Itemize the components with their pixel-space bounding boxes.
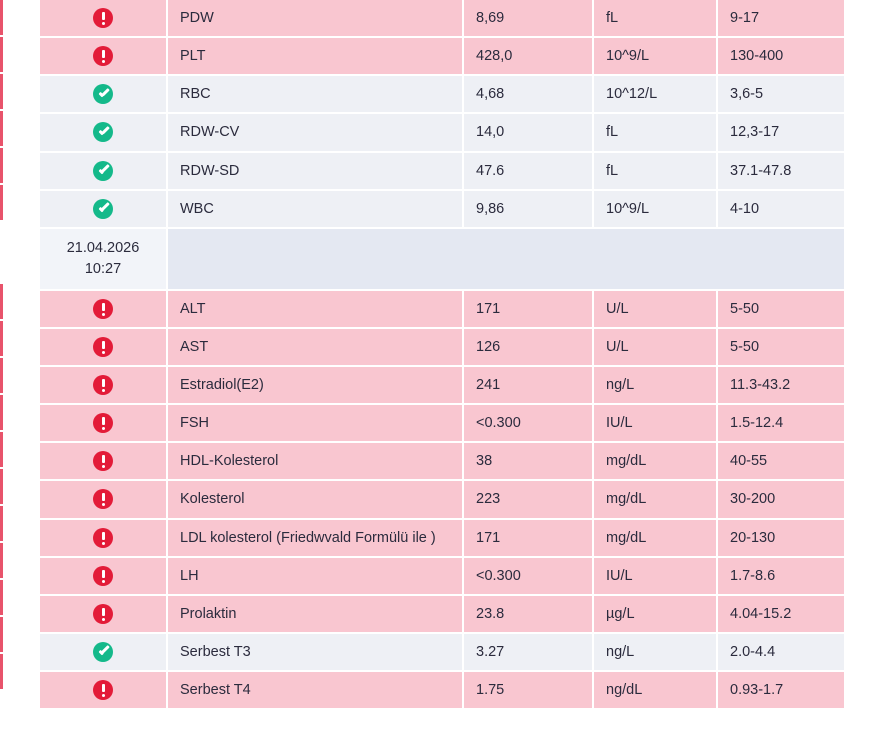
lab-results-table	[40, 0, 846, 710]
status-cell	[40, 672, 168, 710]
test-unit-cell-text: 10^12/L	[606, 86, 658, 103]
table-row[interactable]	[40, 634, 846, 672]
check-circle-icon	[93, 122, 113, 142]
reference-range-cell	[718, 405, 846, 443]
reference-range-cell	[718, 38, 846, 76]
date-band-filler	[168, 229, 846, 291]
test-unit-cell-text: U/L	[606, 300, 629, 317]
test-value-cell	[464, 0, 594, 38]
check-circle-icon	[93, 642, 113, 662]
check-circle-icon	[93, 199, 113, 219]
test-name-cell-text: RDW-SD	[180, 162, 240, 179]
test-value-cell-text: 126	[476, 338, 501, 355]
test-value-cell-text: 9,86	[476, 200, 505, 217]
reference-range-cell-text: 130-400	[730, 48, 784, 65]
test-name-cell-text: Prolaktin	[180, 605, 237, 622]
test-name-cell	[168, 291, 464, 329]
test-name-cell	[168, 520, 464, 558]
page-edge-strip	[0, 0, 8, 750]
test-unit-cell	[594, 153, 718, 191]
test-name-cell	[168, 367, 464, 405]
reference-range-cell	[718, 367, 846, 405]
alert-icon	[93, 680, 113, 700]
test-name-cell	[168, 672, 464, 710]
test-unit-cell	[594, 672, 718, 710]
status-cell	[40, 38, 168, 76]
test-name-cell	[168, 558, 464, 596]
status-cell	[40, 191, 168, 229]
status-cell	[40, 481, 168, 519]
test-unit-cell-text: mg/dL	[606, 453, 647, 470]
edge-marker	[0, 0, 3, 35]
table-row[interactable]	[40, 329, 846, 367]
reference-range-cell	[718, 596, 846, 634]
reference-range-cell	[718, 191, 846, 229]
test-name-cell	[168, 481, 464, 519]
test-value-cell	[464, 114, 594, 152]
reference-range-cell-text: 30-200	[730, 491, 776, 508]
test-unit-cell	[594, 114, 718, 152]
test-value-cell-text: 38	[476, 453, 493, 470]
test-name-cell	[168, 634, 464, 672]
test-name-cell-text: PLT	[180, 48, 206, 65]
reference-range-cell-text: 5-50	[730, 300, 760, 317]
test-name-cell-text: RDW-CV	[180, 124, 240, 141]
edge-marker	[0, 74, 3, 109]
alert-icon	[93, 299, 113, 319]
test-unit-cell-text: ng/dL	[606, 682, 643, 698]
test-value-cell-text: 171	[476, 300, 501, 317]
test-value-cell-text: 241	[476, 377, 501, 393]
test-unit-cell-text: mg/dL	[606, 529, 647, 546]
test-name-cell-text: Serbest T4	[180, 682, 251, 698]
test-name-cell-text: WBC	[180, 200, 214, 217]
status-cell	[40, 291, 168, 329]
test-unit-cell-text: 10^9/L	[606, 200, 650, 217]
test-name-cell-text: AST	[180, 338, 209, 355]
test-value-cell-text: 3.27	[476, 643, 505, 660]
test-value-cell-text: 428,0	[476, 48, 513, 65]
test-name-cell-text: Estradiol(E2)	[180, 377, 264, 393]
test-value-cell	[464, 634, 594, 672]
test-unit-cell	[594, 0, 718, 38]
test-unit-cell	[594, 191, 718, 229]
test-name-cell-text: ALT	[180, 300, 206, 317]
sample-time: 10:27	[84, 260, 122, 277]
reference-range-cell	[718, 558, 846, 596]
test-value-cell	[464, 672, 594, 710]
test-unit-cell	[594, 443, 718, 481]
lab-results-body	[40, 0, 846, 710]
test-value-cell-text: 23.8	[476, 605, 505, 622]
test-unit-cell-text: fL	[606, 124, 619, 141]
reference-range-cell	[718, 481, 846, 519]
test-value-cell-text: 8,69	[476, 10, 505, 26]
sample-date: 21.04.2026	[66, 239, 140, 256]
alert-icon	[93, 375, 113, 395]
test-unit-cell	[594, 367, 718, 405]
reference-range-cell-text: 4-10	[730, 200, 760, 217]
reference-range-cell-text: 40-55	[730, 453, 768, 470]
test-unit-cell-text: U/L	[606, 338, 629, 355]
reference-range-cell	[718, 0, 846, 38]
alert-icon	[93, 46, 113, 66]
reference-range-cell-text: 37.1-47.8	[730, 162, 792, 179]
reference-range-cell	[718, 634, 846, 672]
reference-range-cell-text: 11.3-43.2	[730, 377, 791, 393]
test-value-cell-text: 14,0	[476, 124, 505, 141]
test-name-cell-text: LH	[180, 567, 199, 584]
test-name-cell-text: HDL-Kolesterol	[180, 453, 279, 470]
table-row[interactable]	[40, 405, 846, 443]
edge-marker	[0, 580, 3, 615]
test-value-cell	[464, 38, 594, 76]
edge-marker	[0, 37, 3, 72]
table-row[interactable]	[40, 114, 846, 152]
test-name-cell	[168, 329, 464, 367]
test-value-cell	[464, 191, 594, 229]
alert-icon	[93, 604, 113, 624]
alert-icon	[93, 566, 113, 586]
test-unit-cell-text: fL	[606, 162, 619, 179]
reference-range-cell	[718, 672, 846, 710]
edge-marker	[0, 284, 3, 319]
test-name-cell-text: RBC	[180, 86, 211, 103]
test-value-cell	[464, 329, 594, 367]
status-cell	[40, 558, 168, 596]
status-cell	[40, 153, 168, 191]
test-value-cell	[464, 153, 594, 191]
alert-icon	[93, 8, 113, 28]
test-unit-cell	[594, 558, 718, 596]
test-unit-cell	[594, 38, 718, 76]
table-row[interactable]	[40, 558, 846, 596]
test-value-cell	[464, 596, 594, 634]
status-cell	[40, 367, 168, 405]
edge-marker	[0, 469, 3, 504]
reference-range-cell-text: 12,3-17	[730, 124, 780, 141]
table-row[interactable]	[40, 38, 846, 76]
edge-marker	[0, 543, 3, 578]
table-row[interactable]	[40, 191, 846, 229]
test-unit-cell-text: ng/L	[606, 377, 635, 393]
check-circle-icon	[93, 161, 113, 181]
test-value-cell	[464, 520, 594, 558]
date-separator-row	[40, 229, 846, 291]
status-cell	[40, 76, 168, 114]
table-row[interactable]	[40, 443, 846, 481]
edge-marker	[0, 432, 3, 467]
status-cell	[40, 0, 168, 38]
test-unit-cell	[594, 596, 718, 634]
test-value-cell	[464, 481, 594, 519]
edge-marker	[0, 395, 3, 430]
test-name-cell	[168, 114, 464, 152]
edge-marker	[0, 321, 3, 356]
test-value-cell-text: 4,68	[476, 86, 505, 103]
test-value-cell-text: <0.300	[476, 415, 521, 432]
table-row[interactable]	[40, 367, 846, 405]
test-name-cell	[168, 191, 464, 229]
status-cell	[40, 520, 168, 558]
table-row[interactable]	[40, 481, 846, 519]
test-name-cell-text: LDL kolesterol (Friedwvald Formülü ile )	[180, 529, 436, 546]
reference-range-cell	[718, 520, 846, 558]
reference-range-cell	[718, 291, 846, 329]
test-unit-cell	[594, 634, 718, 672]
test-name-cell-text: Kolesterol	[180, 491, 245, 508]
test-name-cell-text: PDW	[180, 10, 214, 26]
test-name-cell	[168, 153, 464, 191]
reference-range-cell	[718, 114, 846, 152]
table-row[interactable]	[40, 520, 846, 558]
test-unit-cell-text: IU/L	[606, 415, 633, 432]
test-value-cell	[464, 291, 594, 329]
edge-marker	[0, 185, 3, 220]
reference-range-cell-text: 4.04-15.2	[730, 605, 792, 622]
test-unit-cell-text: 10^9/L	[606, 48, 650, 65]
reference-range-cell	[718, 76, 846, 114]
alert-icon	[93, 528, 113, 548]
test-unit-cell	[594, 520, 718, 558]
test-value-cell-text: 171	[476, 529, 501, 546]
reference-range-cell-text: 5-50	[730, 338, 760, 355]
status-cell	[40, 329, 168, 367]
table-row[interactable]	[40, 153, 846, 191]
status-cell	[40, 114, 168, 152]
alert-icon	[93, 451, 113, 471]
test-name-cell-text: FSH	[180, 415, 209, 432]
test-value-cell-text: 223	[476, 491, 501, 508]
test-unit-cell	[594, 329, 718, 367]
check-circle-icon	[93, 84, 113, 104]
reference-range-cell	[718, 153, 846, 191]
test-name-cell	[168, 76, 464, 114]
test-value-cell-text: <0.300	[476, 567, 521, 584]
reference-range-cell-text: 1.5-12.4	[730, 415, 784, 432]
reference-range-cell-text: 2.0-4.4	[730, 643, 776, 660]
test-value-cell	[464, 405, 594, 443]
test-value-cell-text: 47.6	[476, 162, 505, 179]
test-unit-cell	[594, 481, 718, 519]
reference-range-cell-text: 20-130	[730, 529, 776, 546]
status-cell	[40, 405, 168, 443]
status-cell	[40, 634, 168, 672]
reference-range-cell	[718, 443, 846, 481]
test-name-cell	[168, 405, 464, 443]
table-row[interactable]	[40, 291, 846, 329]
status-cell	[40, 596, 168, 634]
test-name-cell	[168, 0, 464, 38]
test-unit-cell	[594, 291, 718, 329]
edge-marker	[0, 148, 3, 183]
test-value-cell-text: 1.75	[476, 682, 505, 698]
test-name-cell	[168, 443, 464, 481]
test-name-cell	[168, 596, 464, 634]
edge-marker	[0, 617, 3, 652]
alert-icon	[93, 337, 113, 357]
reference-range-cell-text: 9-17	[730, 10, 760, 26]
sample-date-cell	[40, 229, 168, 291]
edge-marker	[0, 506, 3, 541]
status-cell	[40, 443, 168, 481]
test-value-cell	[464, 367, 594, 405]
alert-icon	[93, 489, 113, 509]
test-value-cell	[464, 76, 594, 114]
reference-range-cell-text: 3,6-5	[730, 86, 764, 103]
test-unit-cell-text: IU/L	[606, 567, 633, 584]
table-row[interactable]	[40, 596, 846, 634]
test-name-cell-text: Serbest T3	[180, 643, 251, 660]
edge-marker	[0, 358, 3, 393]
test-value-cell	[464, 443, 594, 481]
alert-icon	[93, 413, 113, 433]
reference-range-cell	[718, 329, 846, 367]
edge-marker	[0, 654, 3, 689]
test-unit-cell-text: µg/L	[606, 605, 635, 622]
table-row[interactable]	[40, 76, 846, 114]
test-unit-cell	[594, 405, 718, 443]
test-unit-cell-text: ng/L	[606, 643, 635, 660]
table-row[interactable]	[40, 0, 846, 38]
test-unit-cell-text: fL	[606, 10, 619, 26]
reference-range-cell-text: 0.93-1.7	[730, 682, 784, 698]
test-value-cell	[464, 558, 594, 596]
test-unit-cell-text: mg/dL	[606, 491, 647, 508]
table-row[interactable]	[40, 672, 846, 710]
test-unit-cell	[594, 76, 718, 114]
reference-range-cell-text: 1.7-8.6	[730, 567, 776, 584]
test-name-cell	[168, 38, 464, 76]
edge-marker	[0, 111, 3, 146]
